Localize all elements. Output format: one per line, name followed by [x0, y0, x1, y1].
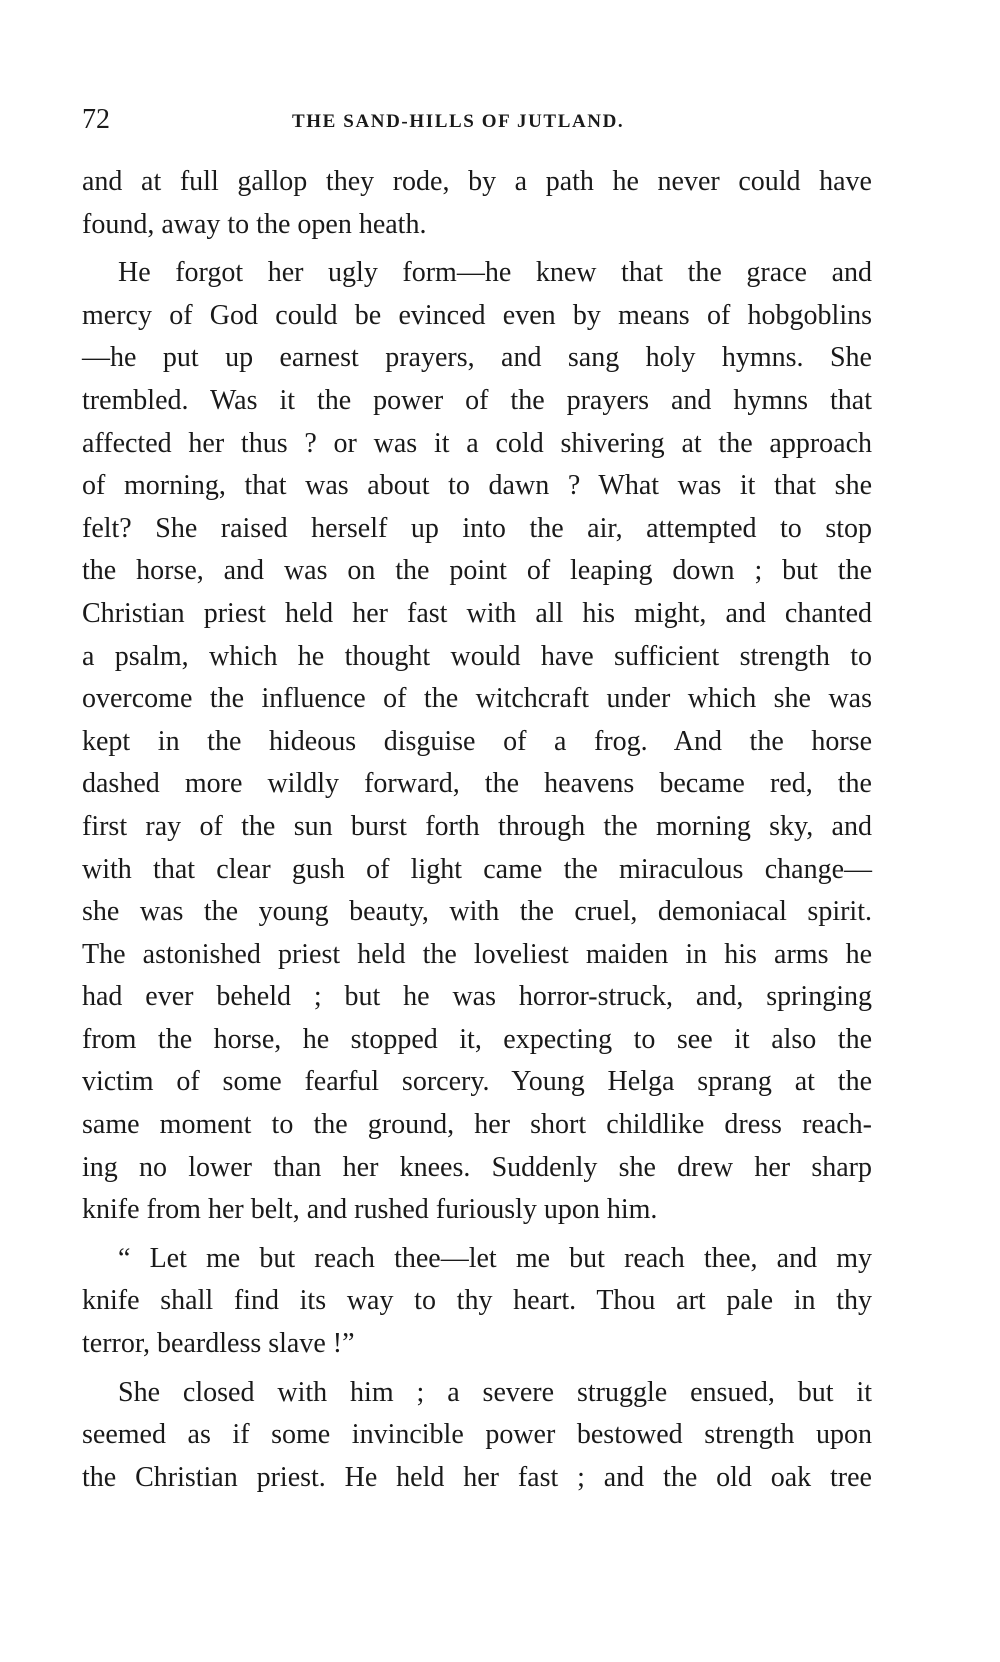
running-title: THE SAND-HILLS OF JUTLAND. [292, 111, 625, 132]
text-line: same moment to the ground, her short childlike dress reach- [82, 1109, 872, 1141]
text-line: the horse, and was on the point of leaping down ; but the [82, 555, 872, 587]
text-line: victim of some fearful sorcery. Young Helga sprang at the [82, 1066, 872, 1098]
text-line: She closed with him ; a severe struggle ensued, but it [118, 1376, 872, 1408]
text-line: from the horse, he stopped it, expecting to see it also the [82, 1023, 872, 1055]
text-line: Christian priest held her fast with all his might, and chanted [82, 597, 872, 629]
text-line: found, away to the open heath. [82, 208, 427, 240]
text-line: dashed more wildly forward, the heavens became red, the [82, 768, 872, 800]
paragraph [82, 1372, 872, 1500]
text-line: The astonished priest held the loveliest maiden in his arms he [82, 938, 872, 970]
page-header [82, 104, 872, 144]
text-line: first ray of the sun burst forth through the morning sky, and [82, 810, 872, 842]
body-text [82, 161, 872, 1499]
page-number: 72 [82, 104, 110, 135]
text-line: she was the young beauty, with the cruel, demoniacal spirit. [82, 896, 872, 928]
text-line: had ever beheld ; but he was horror-struck, and, springing [82, 981, 872, 1013]
text-line: —he put up earnest prayers, and sang holy hymns. She [82, 342, 872, 374]
text-line: the Christian priest. He held her fast ; and the old oak tree [82, 1461, 872, 1493]
text-line: trembled. Was it the power of the prayers and hymns that [82, 384, 872, 416]
text-line: a psalm, which he thought would have sufficient strength to [82, 640, 872, 672]
paragraph-continuation [82, 161, 872, 246]
paragraph-quote [82, 1238, 872, 1366]
text-line: seemed as if some invincible power bestowed strength upon [82, 1419, 872, 1451]
text-line: terror, beardless slave !” [82, 1328, 355, 1360]
text-line: overcome the influence of the witchcraft under which she was [82, 683, 872, 715]
text-line: ing no lower than her knees. Suddenly she drew her sharp [82, 1151, 872, 1183]
text-line: with that clear gush of light came the miraculous change— [82, 853, 872, 885]
text-line: felt? She raised herself up into the air, attempted to stop [82, 512, 872, 544]
text-line: “ Let me but reach thee—let me but reach thee, and my [118, 1242, 872, 1274]
text-line: knife from her belt, and rushed furiously upon him. [82, 1194, 658, 1226]
text-line: and at full gallop they rode, by a path he never could have [82, 166, 872, 197]
text-line: mercy of God could be evinced even by means of hobgoblins [82, 299, 872, 331]
text-line: knife shall find its way to thy heart. Thou art pale in thy [82, 1285, 872, 1317]
text-line: He forgot her ugly form—he knew that the grace and [118, 257, 872, 289]
text-line: affected her thus ? or was it a cold shivering at the approach [82, 427, 872, 459]
text-line: of morning, that was about to dawn ? What was it that she [82, 470, 872, 502]
text-line: kept in the hideous disguise of a frog. And the horse [82, 725, 872, 757]
paragraph [82, 252, 872, 1232]
